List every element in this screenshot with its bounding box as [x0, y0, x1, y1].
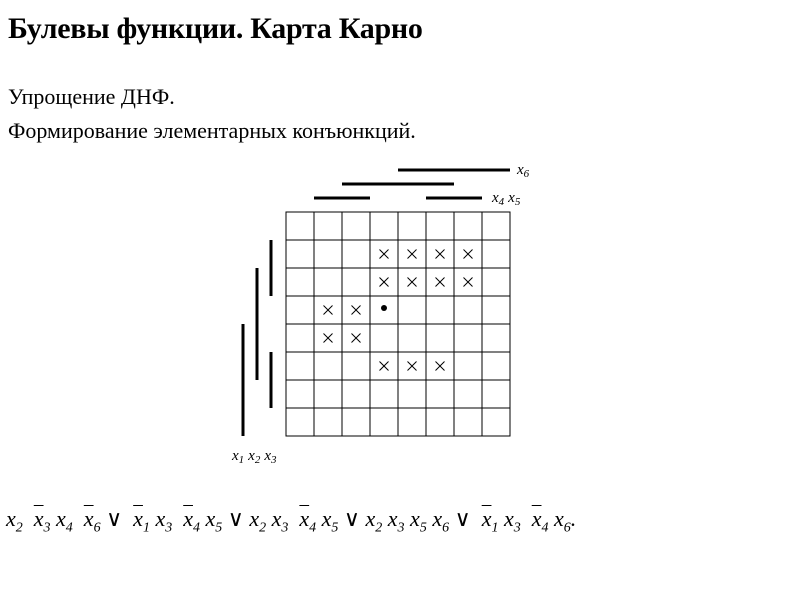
cross-mark [352, 306, 361, 315]
subtitle-line-1: Упрощение ДНФ. [8, 84, 175, 109]
kmap-cell [426, 296, 454, 324]
label-x6: $x_6$ [517, 162, 530, 180]
kmap-cell [342, 352, 370, 380]
kmap-cell [482, 212, 510, 240]
cross-mark [380, 250, 389, 259]
kmap-cell [370, 212, 398, 240]
kmap-cell [398, 296, 426, 324]
kmap-cell [286, 408, 314, 436]
kmap-cell [286, 380, 314, 408]
kmap-cell [454, 380, 482, 408]
kmap-cell [370, 380, 398, 408]
kmap-cell [454, 212, 482, 240]
kmap-cell [286, 324, 314, 352]
cross-mark [408, 362, 417, 371]
kmap-cell [342, 212, 370, 240]
page-title: Булевы функции. Карта Карно [8, 12, 423, 45]
cross-mark [436, 250, 445, 259]
label-x1-x2-x3: $x_1$ $x_2$ $x_3$ [232, 448, 277, 466]
cross-mark [380, 362, 389, 371]
cross-mark [464, 250, 473, 259]
kmap-cell [314, 352, 342, 380]
kmap-cell [454, 408, 482, 436]
label-x4-x5: $x_4$ $x_5$ [492, 190, 521, 208]
kmap-cell [482, 380, 510, 408]
cross-mark [408, 278, 417, 287]
kmap-cell [398, 324, 426, 352]
kmap-cell [342, 380, 370, 408]
kmap-cell [426, 408, 454, 436]
kmap-cell [370, 408, 398, 436]
cross-mark [464, 278, 473, 287]
kmap-cell [482, 240, 510, 268]
kmap-cell [314, 240, 342, 268]
kmap-cell [286, 212, 314, 240]
kmap-cell [482, 296, 510, 324]
cross-mark [408, 250, 417, 259]
kmap-cell [398, 408, 426, 436]
kmap-cell [286, 296, 314, 324]
kmap-cell [482, 352, 510, 380]
kmap-cell [482, 324, 510, 352]
kmap-cell [454, 296, 482, 324]
cross-mark [352, 334, 361, 343]
cross-mark [324, 334, 333, 343]
kmap-cell [454, 352, 482, 380]
kmap-cell [426, 212, 454, 240]
kmap-cell [286, 352, 314, 380]
kmap-cell [314, 212, 342, 240]
kmap-cell [454, 324, 482, 352]
kmap-cell [314, 268, 342, 296]
kmap-cell [342, 240, 370, 268]
kmap-cell [286, 268, 314, 296]
kmap-cell [370, 324, 398, 352]
dnf-formula: $x_2$ $\overline{x}_3$ $x_4$ $\overline{x}_6$ ∨ $\overline{x}_1$ $x_3$ $\overline{x}_4$ $x_5$ ∨ $x_2$ $x_3$ $\overline{x}_4$ $x_5$ ∨ $x_2$ $x_3$ $x_5$ $x_6$ ∨ $\overline{x}_1$ $x_3$ $\overline{x}_4$ $x_6$. [6, 506, 577, 536]
kmap-cell [314, 380, 342, 408]
kmap-cell [398, 380, 426, 408]
kmap-cell [426, 324, 454, 352]
cross-mark [380, 278, 389, 287]
kmap-cell [398, 212, 426, 240]
subtitle-line-2: Формирование элементарных конъюнкций. [8, 118, 416, 143]
kmap-cell [426, 380, 454, 408]
cross-mark [324, 306, 333, 315]
kmap-cell [482, 268, 510, 296]
kmap-cell [482, 408, 510, 436]
kmap-cell [314, 408, 342, 436]
cross-mark [436, 362, 445, 371]
kmap-cell [286, 240, 314, 268]
cross-mark [436, 278, 445, 287]
kmap-cell [342, 408, 370, 436]
kmap-grid [286, 212, 510, 436]
dot-mark [381, 305, 387, 311]
kmap-cell [342, 268, 370, 296]
